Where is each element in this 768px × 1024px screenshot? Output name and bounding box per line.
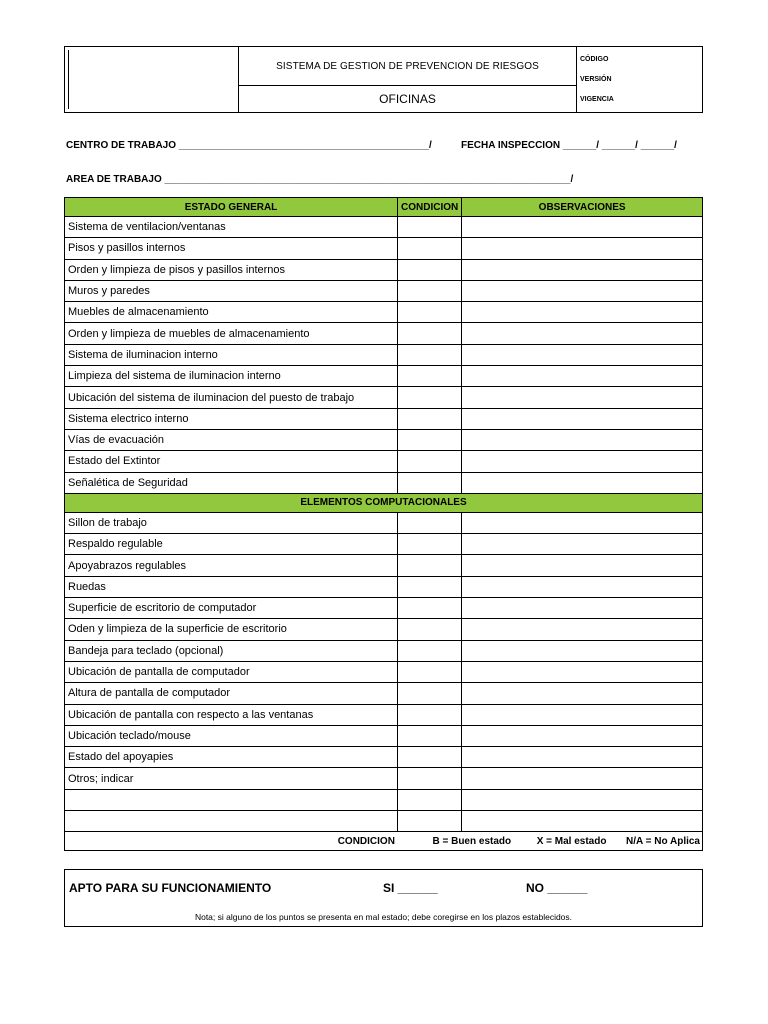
table-row — [65, 725, 703, 746]
condicion-cell[interactable] — [398, 366, 462, 387]
observaciones-cell[interactable] — [462, 661, 703, 682]
observaciones-cell[interactable] — [462, 768, 703, 789]
col-condicion: CONDICION — [398, 198, 462, 217]
document-control-block — [577, 47, 702, 112]
observaciones-cell[interactable] — [462, 259, 703, 280]
table-row — [65, 789, 703, 810]
condicion-cell[interactable] — [398, 661, 462, 682]
table-row — [65, 280, 703, 301]
computer-items-body — [65, 512, 703, 831]
observaciones-cell[interactable] — [462, 598, 703, 619]
table-row — [65, 238, 703, 259]
form-subtitle: OFICINAS — [379, 92, 436, 106]
table-row — [65, 344, 703, 365]
centro-trabajo-field[interactable]: CENTRO DE TRABAJO _____________________________________________/ — [66, 140, 432, 151]
condicion-cell[interactable] — [398, 408, 462, 429]
item-label: Muros y paredes — [65, 280, 398, 301]
table-row — [65, 576, 703, 597]
condicion-cell[interactable] — [398, 598, 462, 619]
item-label: Ubicación teclado/mouse — [65, 725, 398, 746]
table-row — [65, 451, 703, 472]
observaciones-cell[interactable] — [462, 534, 703, 555]
condicion-cell[interactable] — [398, 640, 462, 661]
observaciones-cell[interactable] — [462, 344, 703, 365]
observaciones-cell[interactable] — [462, 323, 703, 344]
condicion-cell[interactable] — [398, 811, 462, 832]
condicion-cell[interactable] — [398, 451, 462, 472]
item-label: Altura de pantalla de computador — [65, 683, 398, 704]
condicion-cell[interactable] — [398, 217, 462, 238]
observaciones-cell[interactable] — [462, 408, 703, 429]
item-label: Vías de evacuación — [65, 429, 398, 450]
no-field[interactable]: NO ______ — [526, 881, 588, 895]
item-label: Otros; indicar — [65, 768, 398, 789]
item-label: Orden y limpieza de muebles de almacenamiento — [65, 323, 398, 344]
observaciones-cell[interactable] — [462, 747, 703, 768]
observaciones-cell[interactable] — [462, 811, 703, 832]
table-row — [65, 429, 703, 450]
col-estado-general: ESTADO GENERAL — [65, 198, 398, 217]
observaciones-cell[interactable] — [462, 387, 703, 408]
condicion-cell[interactable] — [398, 387, 462, 408]
item-label: Ruedas — [65, 576, 398, 597]
observaciones-cell[interactable] — [462, 725, 703, 746]
condicion-cell[interactable] — [398, 512, 462, 533]
item-label — [65, 789, 398, 810]
observaciones-cell[interactable] — [462, 640, 703, 661]
version-label: VERSIÓN — [580, 75, 612, 83]
observaciones-cell[interactable] — [462, 366, 703, 387]
item-label: Respaldo regulable — [65, 534, 398, 555]
observaciones-cell[interactable] — [462, 704, 703, 725]
observaciones-cell[interactable] — [462, 238, 703, 259]
table-row — [65, 366, 703, 387]
condicion-cell[interactable] — [398, 534, 462, 555]
header-title-block — [239, 47, 577, 112]
apto-label: APTO PARA SU FUNCIONAMIENTO — [69, 881, 272, 895]
item-label: Superficie de escritorio de computador — [65, 598, 398, 619]
logo-placeholder — [65, 47, 239, 112]
table-row — [65, 704, 703, 725]
form-header — [64, 46, 703, 113]
observaciones-cell[interactable] — [462, 451, 703, 472]
observaciones-cell[interactable] — [462, 789, 703, 810]
area-trabajo-field[interactable]: AREA DE TRABAJO _________________________________________________________________________/ — [66, 174, 574, 185]
condicion-cell[interactable] — [398, 302, 462, 323]
codigo-label: CÓDIGO — [580, 56, 609, 64]
vigencia-label: VIGENCIA — [580, 95, 614, 103]
item-label: Ubicación del sistema de iluminacion del puesto de trabajo — [65, 387, 398, 408]
item-label: Estado del Extintor — [65, 451, 398, 472]
observaciones-cell[interactable] — [462, 429, 703, 450]
condicion-cell[interactable] — [398, 344, 462, 365]
col-observaciones: OBSERVACIONES — [462, 198, 703, 217]
condicion-cell[interactable] — [398, 429, 462, 450]
legend-mal-estado: X = Mal estado — [536, 835, 607, 847]
section-elementos-computacionales: ELEMENTOS COMPUTACIONALES — [65, 493, 703, 512]
item-label: Ubicación de pantalla de computador — [65, 661, 398, 682]
item-label — [65, 811, 398, 832]
condicion-cell[interactable] — [398, 768, 462, 789]
condicion-cell[interactable] — [398, 789, 462, 810]
system-title: SISTEMA DE GESTION DE PREVENCION DE RIESGOS — [239, 47, 576, 86]
table-row — [65, 768, 703, 789]
table-row — [65, 512, 703, 533]
table-row — [65, 811, 703, 832]
condicion-cell[interactable] — [398, 472, 462, 493]
observaciones-cell[interactable] — [462, 472, 703, 493]
table-row — [65, 661, 703, 682]
item-label: Sistema de iluminacion interno — [65, 344, 398, 365]
general-items-body — [65, 217, 703, 494]
table-row — [65, 217, 703, 238]
observaciones-cell[interactable] — [462, 576, 703, 597]
observaciones-cell[interactable] — [462, 683, 703, 704]
table-row — [65, 408, 703, 429]
table-row — [65, 640, 703, 661]
condicion-cell[interactable] — [398, 619, 462, 640]
condition-legend — [65, 832, 703, 851]
table-row — [65, 534, 703, 555]
observaciones-cell[interactable] — [462, 302, 703, 323]
observaciones-cell[interactable] — [462, 217, 703, 238]
legend-label: CONDICION — [337, 835, 395, 847]
table-row — [65, 472, 703, 493]
condicion-cell[interactable] — [398, 747, 462, 768]
item-label: Bandeja para teclado (opcional) — [65, 640, 398, 661]
table-row — [65, 747, 703, 768]
condicion-cell[interactable] — [398, 259, 462, 280]
item-label: Señalética de Seguridad — [65, 472, 398, 493]
item-label: Limpieza del sistema de iluminacion interno — [65, 366, 398, 387]
table-row — [65, 555, 703, 576]
item-label: Ubicación de pantalla con respecto a las ventanas — [65, 704, 398, 725]
condicion-cell[interactable] — [398, 280, 462, 301]
item-label: Sillon de trabajo — [65, 512, 398, 533]
item-label: Pisos y pasillos internos — [65, 238, 398, 259]
condicion-cell[interactable] — [398, 683, 462, 704]
si-field[interactable]: SI ______ — [383, 881, 438, 895]
table-row — [65, 598, 703, 619]
approval-box — [64, 869, 703, 927]
condicion-cell[interactable] — [398, 323, 462, 344]
item-label: Sistema electrico interno — [65, 408, 398, 429]
nota-text: Nota; si alguno de los puntos se presenta en mal estado; debe coregirse en los plazos establecidos. — [194, 912, 573, 922]
legend-buen-estado: B = Buen estado — [432, 835, 512, 847]
table-row — [65, 619, 703, 640]
fecha-inspeccion-field[interactable]: FECHA INSPECCION ______/ ______/ ______/ — [461, 140, 677, 151]
table-row — [65, 683, 703, 704]
item-label: Estado del apoyapies — [65, 747, 398, 768]
inspection-table — [64, 197, 703, 851]
observaciones-cell[interactable] — [462, 619, 703, 640]
table-row — [65, 323, 703, 344]
observaciones-cell[interactable] — [462, 280, 703, 301]
item-label: Apoyabrazos regulables — [65, 555, 398, 576]
legend-no-aplica: N/A = No Aplica — [626, 835, 700, 847]
condicion-cell[interactable] — [398, 576, 462, 597]
observaciones-cell[interactable] — [462, 512, 703, 533]
item-label: Orden y limpieza de pisos y pasillos internos — [65, 259, 398, 280]
item-label: Muebles de almacenamiento — [65, 302, 398, 323]
table-row — [65, 302, 703, 323]
table-row — [65, 259, 703, 280]
table-row — [65, 387, 703, 408]
item-label: Sistema de ventilacion/ventanas — [65, 217, 398, 238]
condicion-cell[interactable] — [398, 704, 462, 725]
condicion-cell[interactable] — [398, 555, 462, 576]
condicion-cell[interactable] — [398, 238, 462, 259]
observaciones-cell[interactable] — [462, 555, 703, 576]
condicion-cell[interactable] — [398, 725, 462, 746]
item-label: Oden y limpieza de la superficie de escritorio — [65, 619, 398, 640]
